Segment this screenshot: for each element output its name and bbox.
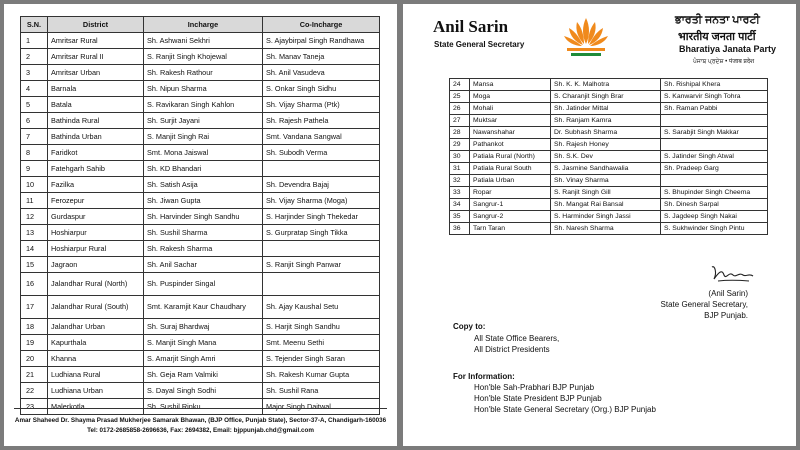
cell-incharge: S. Ranjit Singh Gill (551, 187, 661, 199)
cell-incharge: Sh. Satish Asija (144, 177, 263, 193)
cell-incharge: Sh. S.K. Dev (551, 151, 661, 163)
cell-co-incharge: S. Onkar Singh Sidhu (263, 81, 380, 97)
cell-sn: 19 (21, 335, 48, 351)
cell-incharge: Smt. Karamjit Kaur Chaudhary (144, 296, 263, 319)
cell-co-incharge: Sh. Vijay Sharma (Moga) (263, 193, 380, 209)
cell-sn: 3 (21, 65, 48, 81)
cell-district: Ropar (470, 187, 551, 199)
cell-district: Sangrur-1 (470, 199, 551, 211)
left-page (4, 4, 397, 446)
party-name-punjabi: ਭਾਰਤੀ ਜਨਤਾ ਪਾਰਟੀ (675, 14, 760, 26)
cell-incharge: Sh. Jiwan Gupta (144, 193, 263, 209)
table-row (21, 399, 380, 415)
cell-co-incharge: Smt. Vandana Sangwal (263, 129, 380, 145)
cell-sn: 33 (450, 187, 470, 199)
table-row (21, 319, 380, 335)
table-row (21, 81, 380, 97)
cell-co-incharge (661, 175, 768, 187)
cell-co-incharge: S. Sukhwinder Singh Pintu (661, 223, 768, 235)
table-row (21, 97, 380, 113)
cell-co-incharge: Sh. Rakesh Kumar Gupta (263, 367, 380, 383)
table-row (21, 209, 380, 225)
table-row (450, 199, 768, 211)
for-information-item: Hon'ble Sah-Prabhari BJP Punjab (474, 383, 595, 392)
table-row (450, 175, 768, 187)
cell-district: Kapurthala (48, 335, 144, 351)
cell-sn: 5 (21, 97, 48, 113)
cell-district: Amritsar Rural (48, 33, 144, 49)
copy-to-item: All State Office Bearers, (474, 334, 560, 343)
cell-incharge: S. Manjit Singh Mana (144, 335, 263, 351)
cell-incharge: Sh. Ranjam Kamra (551, 115, 661, 127)
table-row (450, 127, 768, 139)
cell-incharge: Smt. Mona Jaiswal (144, 145, 263, 161)
table-header-row (21, 17, 380, 33)
table-row (450, 79, 768, 91)
cell-co-incharge: S. Kanwarvir Singh Tohra (661, 91, 768, 103)
footer-divider (14, 408, 387, 409)
cell-incharge: S. Jasmine Sandhawalia (551, 163, 661, 175)
cell-district: Fatehgarh Sahib (48, 161, 144, 177)
cell-co-incharge: S. Ranjit Singh Panwar (263, 257, 380, 273)
cell-incharge: S. Charanjit Singh Brar (551, 91, 661, 103)
cell-co-incharge (263, 273, 380, 296)
cell-incharge: Sh. Geja Ram Valmiki (144, 367, 263, 383)
letterhead-title: State General Secretary (434, 40, 525, 49)
cell-district: Ferozepur (48, 193, 144, 209)
cell-co-incharge (661, 115, 768, 127)
table-row (450, 139, 768, 151)
footer-contact: Tel: 0172-2685858-2696636, Fax: 2694382, Email: bjppunjab.chd@gmail.com (87, 427, 314, 434)
table-row (21, 161, 380, 177)
cell-co-incharge: S. Jatinder Singh Atwal (661, 151, 768, 163)
cell-incharge: Sh. Nipun Sharma (144, 81, 263, 97)
table-row (450, 163, 768, 175)
cell-sn: 12 (21, 209, 48, 225)
cell-district: Moga (470, 91, 551, 103)
cell-district: Pathankot (470, 139, 551, 151)
cell-sn: 17 (21, 296, 48, 319)
cell-sn: 2 (21, 49, 48, 65)
table-row (450, 187, 768, 199)
cell-sn: 34 (450, 199, 470, 211)
cell-co-incharge: S. Harjinder Singh Thekedar (263, 209, 380, 225)
for-information-heading: For Information: (453, 372, 515, 381)
cell-district: Mansa (470, 79, 551, 91)
cell-district: Faridkot (48, 145, 144, 161)
cell-district: Hoshiarpur (48, 225, 144, 241)
column-header-district: District (48, 17, 144, 33)
cell-sn: 13 (21, 225, 48, 241)
cell-district: Mohali (470, 103, 551, 115)
cell-incharge: Sh. Anil Sachar (144, 257, 263, 273)
cell-co-incharge: S. Sarabjit Singh Makkar (661, 127, 768, 139)
for-information-item: Hon'ble State President BJP Punjab (474, 394, 602, 403)
cell-district: Barnala (48, 81, 144, 97)
cell-incharge: S. Harminder Singh Jassi (551, 211, 661, 223)
table-body (21, 33, 380, 415)
cell-district: Bathinda Rural (48, 113, 144, 129)
cell-district: Patiala Rural South (470, 163, 551, 175)
right-page (403, 4, 796, 446)
cell-incharge: Sh. Sushil Sharma (144, 225, 263, 241)
table-row (450, 115, 768, 127)
cell-district: Amritsar Urban (48, 65, 144, 81)
cell-sn: 29 (450, 139, 470, 151)
cell-sn: 16 (21, 273, 48, 296)
table-row (21, 49, 380, 65)
signatory-name: (Anil Sarin) (708, 289, 748, 298)
cell-district: Khanna (48, 351, 144, 367)
cell-district: Bathinda Urban (48, 129, 144, 145)
copy-to-heading: Copy to: (453, 322, 486, 331)
cell-co-incharge: S. Jagdeep Singh Nakai (661, 211, 768, 223)
cell-district: Gurdaspur (48, 209, 144, 225)
cell-co-incharge (263, 161, 380, 177)
cell-sn: 14 (21, 241, 48, 257)
cell-sn: 1 (21, 33, 48, 49)
column-header-incharge: Incharge (144, 17, 263, 33)
cell-incharge: S. Ravikaran Singh Kahlon (144, 97, 263, 113)
cell-sn: 30 (450, 151, 470, 163)
cell-sn: 23 (21, 399, 48, 415)
cell-co-incharge: Sh. Ajay Kaushal Setu (263, 296, 380, 319)
cell-sn: 7 (21, 129, 48, 145)
party-region: ਪੰਜਾਬ ਪ੍ਰਦੇਸ਼ • पंजाब प्रदेश (693, 59, 755, 65)
cell-sn: 22 (21, 383, 48, 399)
cell-co-incharge: S. Tejender Singh Saran (263, 351, 380, 367)
cell-incharge: Sh. Jatinder Mittal (551, 103, 661, 115)
cell-district: Ludhiana Rural (48, 367, 144, 383)
cell-district: Jagraon (48, 257, 144, 273)
cell-district: Patiala Rural (North) (470, 151, 551, 163)
cell-incharge: Dr. Subhash Sharma (551, 127, 661, 139)
footer-address: Amar Shaheed Dr. Shayma Prasad Mukherjee Samarak Bhawan, (BJP Office, Punjab State), Sector-37-A, Chandigarh-160036 (14, 417, 387, 424)
cell-co-incharge: S. Harjit Singh Sandhu (263, 319, 380, 335)
signatory-designation: State General Secretary, (660, 300, 748, 309)
party-name-hindi: भारतीय जनता पार्टी (678, 31, 756, 43)
signatory-organization: BJP Punjab. (704, 311, 748, 320)
cell-sn: 9 (21, 161, 48, 177)
table-row (21, 241, 380, 257)
cell-sn: 32 (450, 175, 470, 187)
table-row (450, 151, 768, 163)
cell-sn: 26 (450, 103, 470, 115)
cell-co-incharge: Sh. Manav Taneja (263, 49, 380, 65)
cell-co-incharge: Sh. Rishipal Khera (661, 79, 768, 91)
cell-incharge: Sh. Sushil Rinku (144, 399, 263, 415)
cell-district: Batala (48, 97, 144, 113)
cell-sn: 36 (450, 223, 470, 235)
cell-co-incharge (263, 241, 380, 257)
table-row (21, 367, 380, 383)
table-row (21, 129, 380, 145)
table-row (450, 211, 768, 223)
table-row (450, 91, 768, 103)
table-row (21, 296, 380, 319)
table-row (21, 33, 380, 49)
cell-district: Ludhiana Urban (48, 383, 144, 399)
table-row (21, 225, 380, 241)
cell-incharge: S. Dayal Singh Sodhi (144, 383, 263, 399)
cell-district: Hoshiarpur Rural (48, 241, 144, 257)
cell-incharge: Sh. Rakesh Rathour (144, 65, 263, 81)
letterhead-name: Anil Sarin (433, 17, 509, 36)
cell-sn: 27 (450, 115, 470, 127)
cell-district: Tarn Taran (470, 223, 551, 235)
cell-co-incharge: S. Gurpratap Singh Tikka (263, 225, 380, 241)
cell-sn: 25 (450, 91, 470, 103)
cell-co-incharge: Sh. Dinesh Sarpal (661, 199, 768, 211)
cell-incharge: Sh. Mangat Rai Bansal (551, 199, 661, 211)
cell-sn: 31 (450, 163, 470, 175)
cell-sn: 15 (21, 257, 48, 273)
table-body (450, 79, 768, 235)
incharge-table (20, 16, 380, 415)
party-name-english: Bharatiya Janata Party (679, 44, 777, 54)
bjp-lotus-logo (561, 14, 611, 62)
continuation-table (449, 78, 768, 235)
cell-sn: 11 (21, 193, 48, 209)
cell-district: Malerkotla (48, 399, 144, 415)
cell-co-incharge: Sh. Pradeep Garg (661, 163, 768, 175)
cell-sn: 24 (450, 79, 470, 91)
table-row (21, 351, 380, 367)
cell-incharge: Sh. K. K. Malhotra (551, 79, 661, 91)
cell-incharge: Sh. Suraj Bhardwaj (144, 319, 263, 335)
cell-district: Muktsar (470, 115, 551, 127)
table-row (21, 193, 380, 209)
cell-sn: 28 (450, 127, 470, 139)
cell-district: Amritsar Rural II (48, 49, 144, 65)
cell-incharge: Sh. Surjit Jayani (144, 113, 263, 129)
cell-district: Jalandhar Urban (48, 319, 144, 335)
table-row (21, 65, 380, 81)
cell-district: Jalandhar Rural (South) (48, 296, 144, 319)
cell-district: Nawanshahar (470, 127, 551, 139)
cell-sn: 4 (21, 81, 48, 97)
cell-co-incharge: Major Singh Daitwal (263, 399, 380, 415)
cell-sn: 21 (21, 367, 48, 383)
cell-sn: 35 (450, 211, 470, 223)
cell-sn: 18 (21, 319, 48, 335)
cell-co-incharge: Sh. Devendra Bajaj (263, 177, 380, 193)
cell-co-incharge: Sh. Vijay Sharma (Ptk) (263, 97, 380, 113)
cell-incharge: S. Ranjit Singh Khojewal (144, 49, 263, 65)
for-information-item: Hon'ble State General Secretary (Org.) BJP Punjab (474, 405, 656, 414)
cell-co-incharge: S. Ajaybirpal Singh Randhawa (263, 33, 380, 49)
table-row (21, 335, 380, 351)
cell-co-incharge: Sh. Anil Vasudeva (263, 65, 380, 81)
table-row (21, 113, 380, 129)
cell-incharge: Sh. Rakesh Sharma (144, 241, 263, 257)
cell-incharge: S. Manjit Singh Rai (144, 129, 263, 145)
handwritten-signature (709, 263, 755, 285)
table-row (21, 273, 380, 296)
table-row (21, 145, 380, 161)
cell-incharge: Sh. KD Bhandari (144, 161, 263, 177)
cell-incharge: Sh. Naresh Sharma (551, 223, 661, 235)
cell-co-incharge: S. Bhupinder Singh Cheema (661, 187, 768, 199)
cell-district: Patiala Urban (470, 175, 551, 187)
cell-co-incharge: Sh. Rajesh Pathela (263, 113, 380, 129)
table-row (450, 103, 768, 115)
table-row (21, 383, 380, 399)
cell-incharge: Sh. Rajesh Honey (551, 139, 661, 151)
cell-sn: 20 (21, 351, 48, 367)
cell-incharge: Sh. Puspinder Singal (144, 273, 263, 296)
table-row (450, 223, 768, 235)
cell-district: Sangrur-2 (470, 211, 551, 223)
cell-sn: 6 (21, 113, 48, 129)
table-row (21, 177, 380, 193)
copy-to-item: All District Presidents (474, 345, 550, 354)
cell-co-incharge: Sh. Sushil Rana (263, 383, 380, 399)
cell-co-incharge: Sh. Subodh Verma (263, 145, 380, 161)
cell-incharge: Sh. Ashwani Sekhri (144, 33, 263, 49)
cell-sn: 8 (21, 145, 48, 161)
cell-sn: 10 (21, 177, 48, 193)
cell-co-incharge: Smt. Meenu Sethi (263, 335, 380, 351)
cell-incharge: Sh. Vinay Sharma (551, 175, 661, 187)
cell-district: Fazilka (48, 177, 144, 193)
cell-co-incharge (661, 139, 768, 151)
cell-district: Jalandhar Rural (North) (48, 273, 144, 296)
cell-incharge: S. Amarjit Singh Amri (144, 351, 263, 367)
cell-incharge: Sh. Harvinder Singh Sandhu (144, 209, 263, 225)
cell-co-incharge: Sh. Raman Pabbi (661, 103, 768, 115)
column-header-sn: S.N. (21, 17, 48, 33)
column-header-co-incharge: Co-Incharge (263, 17, 380, 33)
table-row (21, 257, 380, 273)
